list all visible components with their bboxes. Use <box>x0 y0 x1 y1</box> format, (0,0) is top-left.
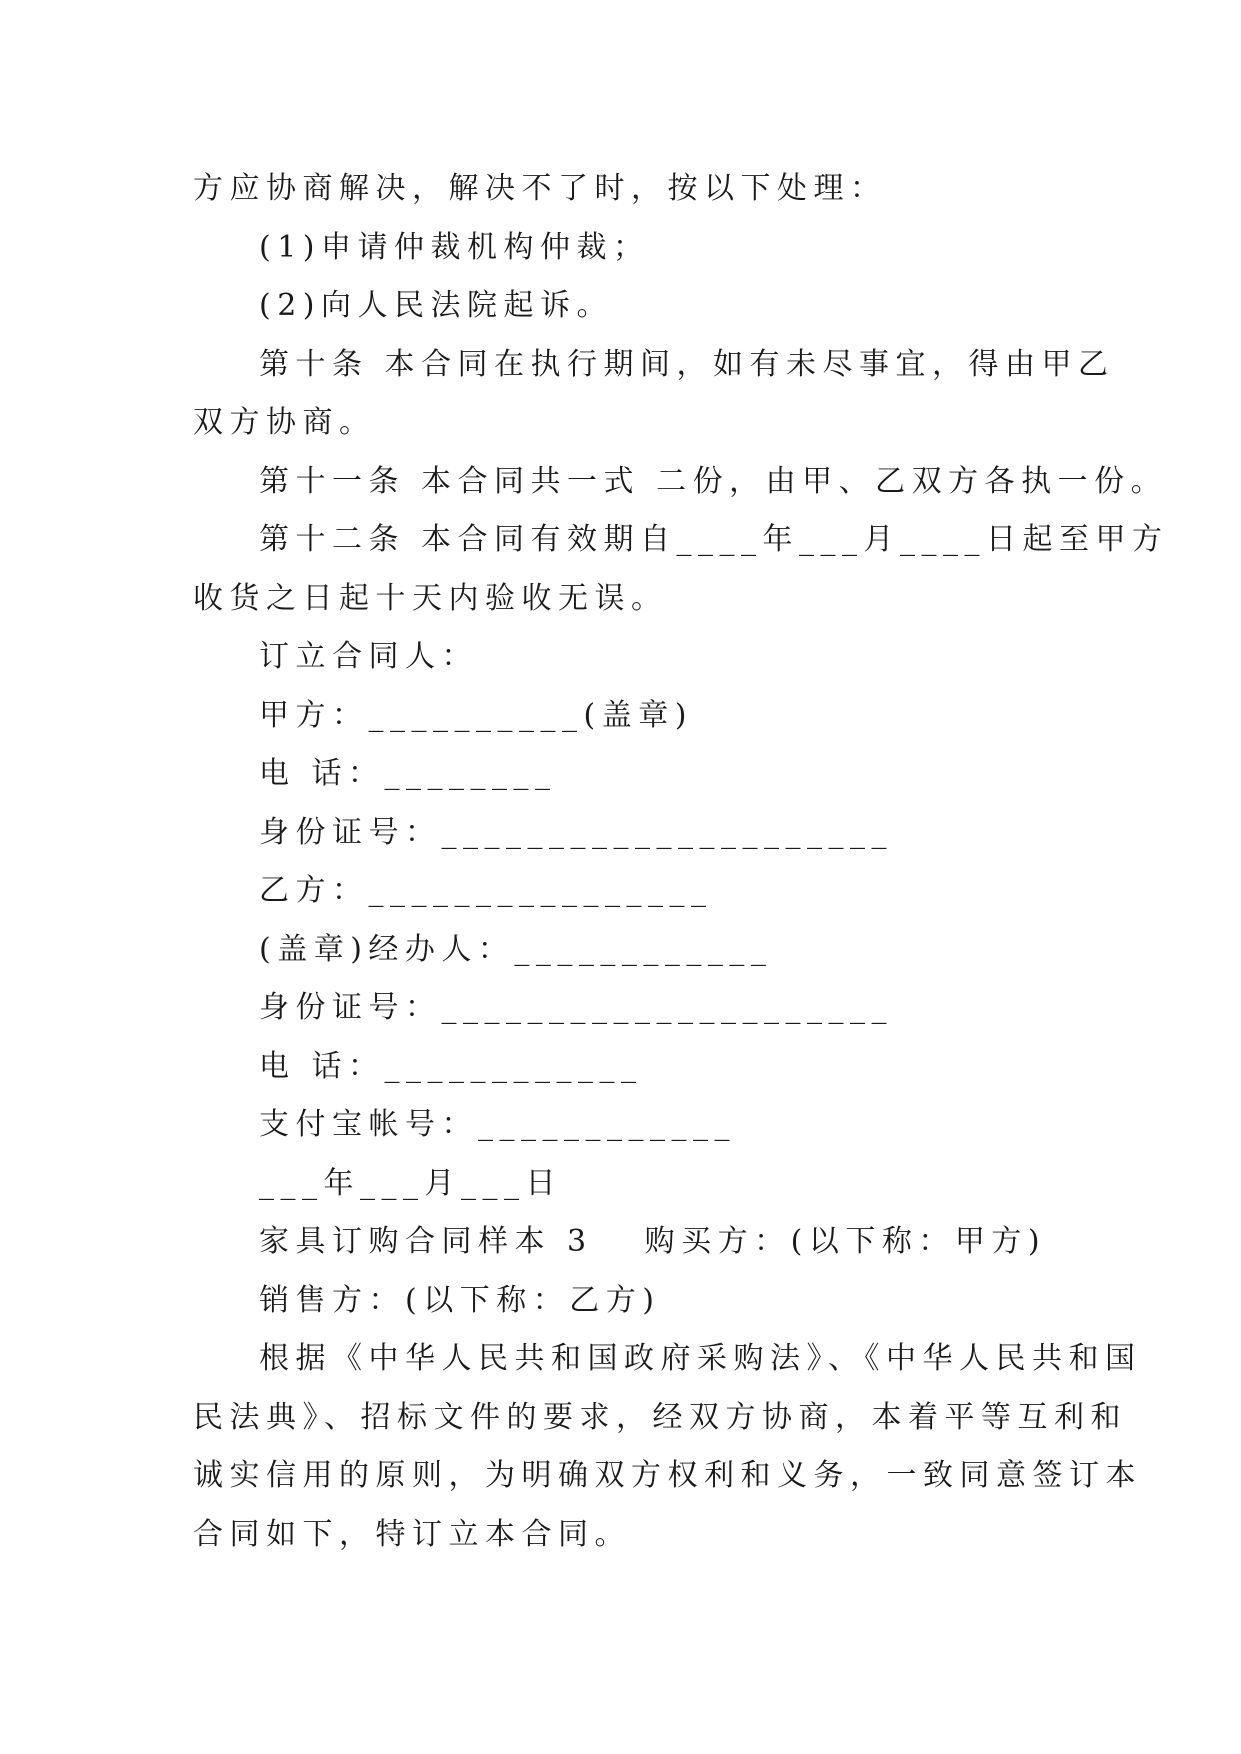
article-12: 第十二条 本合同有效期自____年___月____日起至甲方 <box>259 522 1169 557</box>
signatories-heading: 订立合同人： <box>259 639 478 674</box>
party-a-id-field: 身份证号：_____________________ <box>259 814 893 850</box>
party-b-id-field: 身份证号：_____________________ <box>259 990 893 1025</box>
party-a-phone-field: 电 话：________ <box>259 756 557 791</box>
party-a-field: 甲方：__________(盖章) <box>259 697 693 733</box>
party-b-phone-field: 电 话：____________ <box>259 1048 643 1084</box>
date-field: ___年___月___日 <box>259 1165 562 1201</box>
preamble-line: 根据《中华人民共和国政府采购法》、《中华人民共和国 <box>259 1341 1142 1376</box>
clause-item-2: (2)向人民法院起诉。 <box>259 288 613 323</box>
alipay-account-field: 支付宝帐号：____________ <box>259 1107 736 1142</box>
paragraph-line: 方应协商解决，解决不了时，按以下处理： <box>193 171 887 206</box>
article-12-continued: 收货之日起十天内验收无误。 <box>193 580 668 616</box>
article-10-continued: 双方协商。 <box>193 405 376 440</box>
clause-item-1: (1)申请仲裁机构仲裁； <box>259 229 650 265</box>
preamble-line: 合同如下，特订立本合同。 <box>193 1516 631 1552</box>
article-11: 第十一条 本合同共一式 二份，由甲、乙双方各执一份。 <box>259 463 1168 499</box>
preamble-line: 民法典》、招标文件的要求，经双方协商，本着平等互利和 <box>193 1399 1127 1435</box>
seller-label: 销售方：(以下称：乙方) <box>259 1282 661 1318</box>
buyer-label: 购买方：(以下称：甲方) <box>644 1224 1047 1259</box>
sample-title: 家具订购合同样本 3 <box>259 1224 593 1259</box>
party-b-field: 乙方：________________ <box>259 873 713 908</box>
article-10: 第十条 本合同在执行期间，如有未尽事宜，得由甲乙 <box>259 346 1115 382</box>
document-page <box>193 160 1169 1564</box>
sample-heading-line <box>193 1213 1053 1272</box>
agent-field: (盖章)经办人：____________ <box>259 931 773 967</box>
preamble-line: 诚实信用的原则，为明确双方权利和义务，一致同意签订本 <box>193 1458 1142 1493</box>
